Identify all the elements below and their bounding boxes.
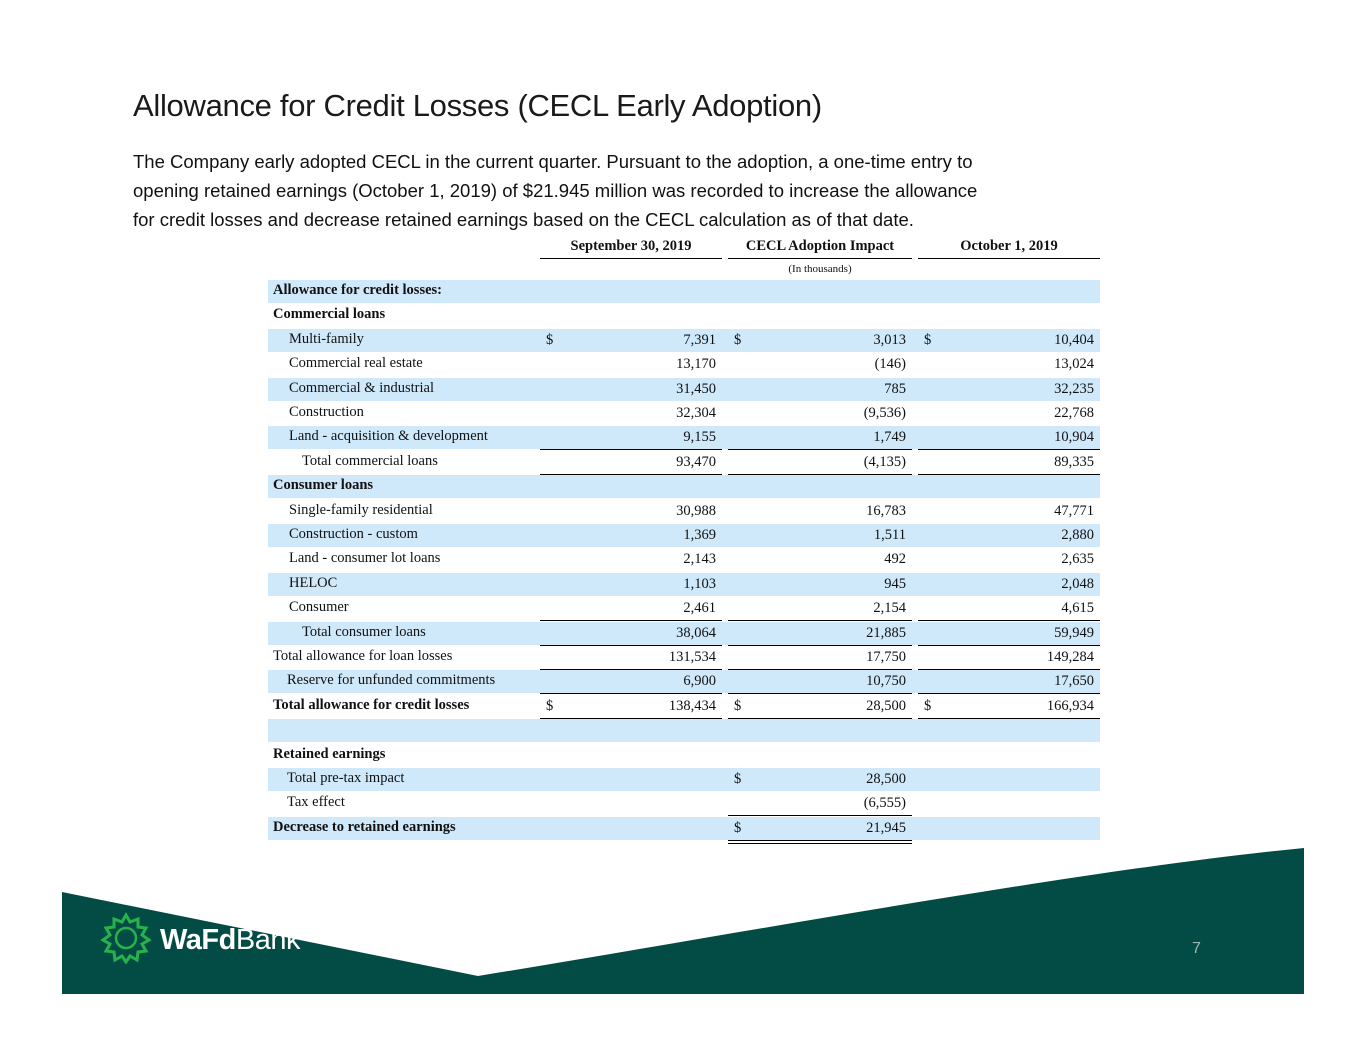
table-row xyxy=(268,304,1100,327)
cell-value: 1,511 xyxy=(873,527,906,543)
cell-value: 1,749 xyxy=(873,429,906,446)
cell-value: 13,170 xyxy=(676,356,716,373)
cell-value: 16,783 xyxy=(866,502,906,519)
cell-col-3 xyxy=(918,573,1100,596)
cell-col-2 xyxy=(728,426,912,450)
cell-value: (9,536) xyxy=(863,405,906,421)
cell-col-1 xyxy=(540,402,722,425)
cell-value: 166,934 xyxy=(1046,697,1094,714)
units-note: (In thousands) xyxy=(788,263,852,275)
cell-value: 22,768 xyxy=(1054,405,1094,421)
row-label: Multi-family xyxy=(289,330,364,347)
cell-col-3 xyxy=(918,402,1100,425)
table-row xyxy=(268,475,1100,498)
cell-value: (146) xyxy=(874,356,906,373)
cell-value: 38,064 xyxy=(676,624,716,641)
cell-col-2 xyxy=(728,597,912,621)
cell-col-3 xyxy=(918,475,1100,498)
row-label: Single-family residential xyxy=(289,501,433,518)
cell-col-2 xyxy=(728,500,912,523)
cell-col-1 xyxy=(540,353,722,376)
cell-value: 2,880 xyxy=(1061,527,1094,543)
cell-col-1 xyxy=(540,548,722,571)
cell-value: 89,335 xyxy=(1054,453,1094,470)
cell-value: 32,235 xyxy=(1054,380,1094,397)
cell-value: 28,500 xyxy=(866,771,906,787)
table-row xyxy=(268,378,1100,401)
cell-col-3 xyxy=(918,792,1100,815)
cell-col-3 xyxy=(918,597,1100,621)
cell-col-2 xyxy=(728,304,912,327)
currency-sign: $ xyxy=(734,697,742,714)
table-row xyxy=(268,622,1100,645)
cell-col-2 xyxy=(728,744,912,767)
cell-col-2 xyxy=(728,524,912,547)
row-label: Total commercial loans xyxy=(302,452,438,469)
table-row xyxy=(268,670,1100,693)
cell-col-3 xyxy=(918,426,1100,450)
cell-col-3 xyxy=(918,622,1100,646)
table-row xyxy=(268,329,1100,352)
table-row xyxy=(268,597,1100,620)
cell-col-1 xyxy=(540,304,722,327)
cell-value: 2,048 xyxy=(1061,575,1094,592)
cell-value: 17,650 xyxy=(1054,673,1094,690)
intro-line: for credit losses and decrease retained earnings based on the CECL calculation as of that date. xyxy=(133,209,914,230)
slide-title: Allowance for Credit Losses (CECL Early Adoption) xyxy=(133,88,822,123)
cell-col-1 xyxy=(540,670,722,694)
currency-sign: $ xyxy=(546,697,554,714)
cell-value: 32,304 xyxy=(676,405,716,421)
table-row xyxy=(268,451,1100,474)
cell-value: 4,615 xyxy=(1061,600,1094,617)
cell-col-3 xyxy=(918,329,1100,352)
cell-col-3 xyxy=(918,670,1100,694)
cell-value: 2,461 xyxy=(683,600,716,617)
table-row xyxy=(268,695,1100,718)
footer-band xyxy=(0,840,1365,1000)
row-label: Total allowance for loan losses xyxy=(273,648,453,664)
row-label: Retained earnings xyxy=(273,745,386,762)
cell-col-1 xyxy=(540,475,722,498)
cell-col-2 xyxy=(728,695,912,722)
table-row xyxy=(268,402,1100,425)
cell-value: 10,404 xyxy=(1054,331,1094,348)
cell-value: 2,143 xyxy=(683,551,716,568)
cell-value: 21,945 xyxy=(866,819,906,836)
row-label: Total consumer loans xyxy=(302,623,426,640)
row-label: Tax effect xyxy=(287,794,345,811)
cell-value: 6,900 xyxy=(683,673,716,690)
cell-col-3 xyxy=(918,378,1100,401)
cell-col-1 xyxy=(540,719,722,742)
cell-col-3 xyxy=(918,524,1100,547)
cell-col-3 xyxy=(918,304,1100,327)
table-row xyxy=(268,280,1100,303)
cell-col-2 xyxy=(728,475,912,498)
row-label: Construction - custom xyxy=(289,526,418,542)
currency-sign: $ xyxy=(546,331,554,348)
cell-col-3 xyxy=(918,719,1100,742)
row-label: Commercial loans xyxy=(273,306,386,323)
cell-col-3 xyxy=(918,646,1100,670)
table-row xyxy=(268,573,1100,596)
cell-col-1 xyxy=(540,817,722,840)
cell-col-1 xyxy=(540,329,722,352)
cell-value: 149,284 xyxy=(1046,649,1094,665)
cell-col-2 xyxy=(728,402,912,425)
intro-paragraph xyxy=(133,147,1163,234)
row-label: Allowance for credit losses: xyxy=(273,282,443,298)
cell-col-3 xyxy=(918,353,1100,376)
cell-value: (4,135) xyxy=(863,453,906,470)
wafd-logo-icon xyxy=(100,912,152,964)
cell-value: 21,885 xyxy=(866,624,906,641)
header-sep-30-2019: September 30, 2019 xyxy=(540,238,722,259)
cell-col-1 xyxy=(540,622,722,646)
cell-col-3 xyxy=(918,548,1100,571)
table-row xyxy=(268,719,1100,742)
row-label: Total pre-tax impact xyxy=(287,770,405,786)
row-label: Land - consumer lot loans xyxy=(289,550,441,567)
cell-col-1 xyxy=(540,426,722,450)
wafd-bank-logo: WaFdBank xyxy=(160,924,300,956)
cell-col-2 xyxy=(728,670,912,694)
cell-value: 7,391 xyxy=(683,331,716,348)
cell-col-1 xyxy=(540,646,722,670)
cell-col-1 xyxy=(540,378,722,401)
cell-col-2 xyxy=(728,280,912,303)
table-row xyxy=(268,548,1100,571)
table-row xyxy=(268,353,1100,376)
cell-col-1 xyxy=(540,744,722,767)
row-label: Commercial & industrial xyxy=(289,379,434,396)
cell-value: 9,155 xyxy=(683,429,716,446)
cell-col-2 xyxy=(728,548,912,571)
cell-col-2 xyxy=(728,719,912,742)
cell-value: 945 xyxy=(884,575,906,592)
cell-col-3 xyxy=(918,451,1100,475)
cell-value: 59,949 xyxy=(1054,624,1094,641)
cell-col-3 xyxy=(918,280,1100,303)
intro-line: The Company early adopted CECL in the current quarter. Pursuant to the adoption, a one-time entry to xyxy=(133,151,973,172)
cell-value: 492 xyxy=(884,551,906,568)
cell-col-1 xyxy=(540,280,722,303)
cell-value: 13,024 xyxy=(1054,356,1094,373)
table-row xyxy=(268,768,1100,791)
cell-value: 138,434 xyxy=(668,697,716,714)
table-row xyxy=(268,500,1100,523)
cell-col-3 xyxy=(918,744,1100,767)
cell-value: 30,988 xyxy=(676,502,716,519)
cell-value: 3,013 xyxy=(873,331,906,348)
cell-value: 785 xyxy=(884,380,906,397)
cell-col-2 xyxy=(728,622,912,646)
cell-col-1 xyxy=(540,597,722,621)
cell-value: 131,534 xyxy=(668,649,716,665)
row-label: Decrease to retained earnings xyxy=(273,818,456,835)
cell-value: 10,904 xyxy=(1054,429,1094,446)
cell-col-2 xyxy=(728,646,912,670)
table-row xyxy=(268,524,1100,547)
cell-col-3 xyxy=(918,695,1100,722)
row-label: Reserve for unfunded commitments xyxy=(287,672,496,689)
cell-col-2 xyxy=(728,378,912,401)
row-label: HELOC xyxy=(289,574,338,591)
cell-col-1 xyxy=(540,573,722,596)
currency-sign: $ xyxy=(734,819,742,836)
cell-value: 47,771 xyxy=(1054,502,1094,519)
cell-col-2 xyxy=(728,792,912,816)
cell-col-2 xyxy=(728,573,912,596)
row-label: Total allowance for credit losses xyxy=(273,696,470,713)
table-row xyxy=(268,817,1100,840)
currency-sign: $ xyxy=(734,771,742,787)
cell-value: (6,555) xyxy=(863,795,906,812)
cell-value: 10,750 xyxy=(866,673,906,690)
cell-value: 1,103 xyxy=(683,575,716,592)
cell-col-3 xyxy=(918,500,1100,523)
cell-col-3 xyxy=(918,768,1100,791)
cell-value: 2,154 xyxy=(873,600,906,617)
intro-line: opening retained earnings (October 1, 2019) of $21.945 million was recorded to increase the allowance xyxy=(133,180,978,201)
table-row xyxy=(268,744,1100,767)
table-row xyxy=(268,792,1100,815)
currency-sign: $ xyxy=(924,697,932,714)
cell-col-3 xyxy=(918,817,1100,840)
cell-value: 93,470 xyxy=(676,453,716,470)
cell-col-1 xyxy=(540,792,722,815)
cell-col-2 xyxy=(728,329,912,352)
cell-col-1 xyxy=(540,524,722,547)
cell-col-1 xyxy=(540,451,722,475)
cell-value: 2,635 xyxy=(1061,551,1094,568)
header-oct-1-2019: October 1, 2019 xyxy=(918,238,1100,259)
table-row xyxy=(268,646,1100,669)
row-label: Commercial real estate xyxy=(289,355,423,372)
cell-col-1 xyxy=(540,695,722,722)
cell-col-1 xyxy=(540,500,722,523)
cell-value: 31,450 xyxy=(676,380,716,397)
row-label: Construction xyxy=(289,404,364,420)
currency-sign: $ xyxy=(734,331,742,348)
cell-col-2 xyxy=(728,768,912,791)
row-label: Land - acquisition & development xyxy=(289,428,488,445)
cell-col-2 xyxy=(728,451,912,475)
page-number: 7 xyxy=(1192,940,1201,957)
row-label: Consumer xyxy=(289,599,349,616)
cell-col-2 xyxy=(728,353,912,376)
row-label: Consumer loans xyxy=(273,477,374,494)
cell-col-1 xyxy=(540,768,722,791)
cell-value: 17,750 xyxy=(866,649,906,665)
cell-value: 1,369 xyxy=(683,527,716,543)
currency-sign: $ xyxy=(924,331,932,348)
cell-value: 28,500 xyxy=(866,697,906,714)
header-cecl-impact: CECL Adoption Impact xyxy=(728,238,912,259)
table-row xyxy=(268,426,1100,449)
